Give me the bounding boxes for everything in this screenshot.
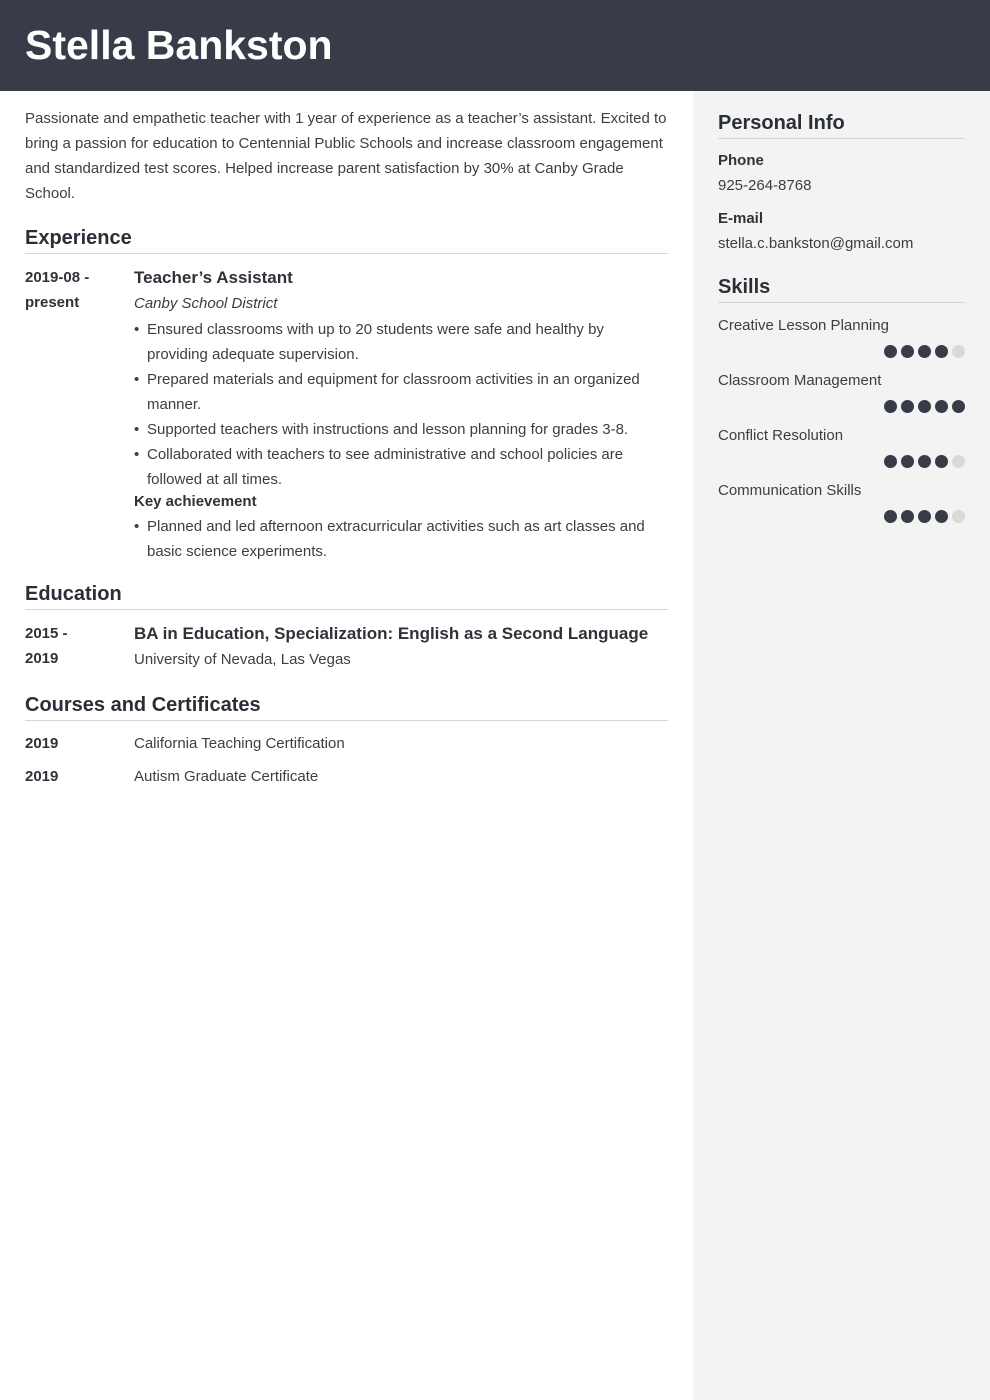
skill-item — [718, 426, 965, 468]
skill-name: Conflict Resolution — [718, 427, 844, 444]
course-year: 2019 — [25, 735, 59, 752]
sidebar — [693, 91, 990, 1400]
rating-dot-filled-icon — [935, 510, 948, 523]
rating-dot-filled-icon — [884, 345, 897, 358]
resume-header — [0, 0, 990, 91]
list-item — [134, 514, 668, 564]
skill-rating — [718, 400, 965, 413]
experience-date — [25, 265, 134, 564]
bullet-text: Ensured classrooms with up to 20 students were safe and healthy by providing adequate supervision. — [147, 321, 604, 363]
skill-name: Communication Skills — [718, 482, 862, 499]
education-entry — [25, 621, 668, 673]
main-column — [25, 91, 668, 789]
skill-item — [718, 316, 965, 358]
section-title-courses: Courses and Certificates — [25, 693, 668, 721]
skill-item — [718, 481, 965, 523]
rating-dot-filled-icon — [918, 455, 931, 468]
responsibilities-list — [134, 317, 668, 492]
skill-name: Creative Lesson Planning — [718, 317, 889, 334]
rating-dot-empty-icon — [952, 455, 965, 468]
rating-dot-filled-icon — [952, 400, 965, 413]
rating-dot-filled-icon — [884, 455, 897, 468]
list-item — [134, 442, 668, 492]
sidebar-content — [718, 91, 965, 523]
rating-dot-filled-icon — [901, 345, 914, 358]
course-name: Autism Graduate Certificate — [134, 768, 319, 785]
employer: Canby School District — [134, 295, 278, 312]
key-achievement-label: Key achievement — [134, 493, 257, 510]
rating-dot-filled-icon — [935, 345, 948, 358]
skill-rating — [718, 455, 965, 468]
rating-dot-filled-icon — [884, 510, 897, 523]
education-section — [25, 582, 668, 673]
section-title-personal-info: Personal Info — [718, 111, 965, 139]
rating-dot-filled-icon — [901, 455, 914, 468]
course-item — [25, 764, 668, 789]
rating-dot-filled-icon — [918, 345, 931, 358]
rating-dot-empty-icon — [952, 345, 965, 358]
school: University of Nevada, Las Vegas — [134, 651, 351, 668]
bullet-text: Planned and led afternoon extracurricular activities such as art classes and basic science experiments. — [147, 518, 645, 560]
rating-dot-filled-icon — [901, 400, 914, 413]
bullet-icon: • — [134, 321, 140, 338]
experience-date-end: present — [25, 294, 80, 311]
rating-dot-empty-icon — [952, 510, 965, 523]
phone-value: 925-264-8768 — [718, 177, 812, 194]
rating-dot-filled-icon — [918, 510, 931, 523]
bullet-text: Collaborated with teachers to see administrative and school policies are followed at all times. — [147, 446, 624, 488]
list-item — [134, 367, 668, 417]
skill-rating — [718, 510, 965, 523]
section-title-education: Education — [25, 582, 668, 610]
course-item — [25, 731, 668, 756]
list-item — [134, 417, 668, 442]
phone-label: Phone — [718, 152, 764, 169]
profile-summary: Passionate and empathetic teacher with 1 year of experience as a teacher’s assistant. Excited to bring a passion for education to Centennial Public Schools and increase classroom engagement and standardized test scores. Helped increase parent satisfaction by 30% at Canby Grade School. — [25, 110, 667, 202]
education-body — [134, 621, 668, 673]
job-title: Teacher’s Assistant — [134, 268, 293, 287]
education-date-start: 2015 - — [25, 625, 68, 642]
achievements-list — [134, 514, 668, 564]
rating-dot-filled-icon — [935, 455, 948, 468]
bullet-icon: • — [134, 421, 140, 438]
skills-list — [718, 316, 965, 523]
skill-rating — [718, 345, 965, 358]
email-value: stella.c.bankston@gmail.com — [718, 235, 914, 252]
bullet-icon: • — [134, 446, 140, 463]
email-label: E-mail — [718, 210, 764, 227]
list-item — [134, 317, 668, 367]
rating-dot-filled-icon — [884, 400, 897, 413]
experience-entry — [25, 265, 668, 564]
rating-dot-filled-icon — [918, 400, 931, 413]
degree: BA in Education, Specialization: English as a Second Language — [134, 624, 649, 643]
section-title-skills: Skills — [718, 275, 965, 303]
experience-date-start: 2019-08 - — [25, 269, 90, 286]
candidate-name: Stella Bankston — [25, 22, 333, 68]
education-date-end: 2019 — [25, 650, 59, 667]
experience-section — [25, 226, 668, 564]
experience-body — [134, 265, 668, 564]
rating-dot-filled-icon — [901, 510, 914, 523]
skill-name: Classroom Management — [718, 372, 882, 389]
skill-item — [718, 371, 965, 413]
bullet-text: Prepared materials and equipment for classroom activities in an organized manner. — [147, 371, 640, 413]
course-name: California Teaching Certification — [134, 735, 345, 752]
bullet-icon: • — [134, 371, 140, 388]
bullet-icon: • — [134, 518, 140, 535]
bullet-text: Supported teachers with instructions and lesson planning for grades 3-8. — [147, 421, 629, 438]
courses-section — [25, 693, 668, 789]
course-year: 2019 — [25, 768, 59, 785]
education-date — [25, 621, 134, 673]
section-title-experience: Experience — [25, 226, 668, 254]
rating-dot-filled-icon — [935, 400, 948, 413]
